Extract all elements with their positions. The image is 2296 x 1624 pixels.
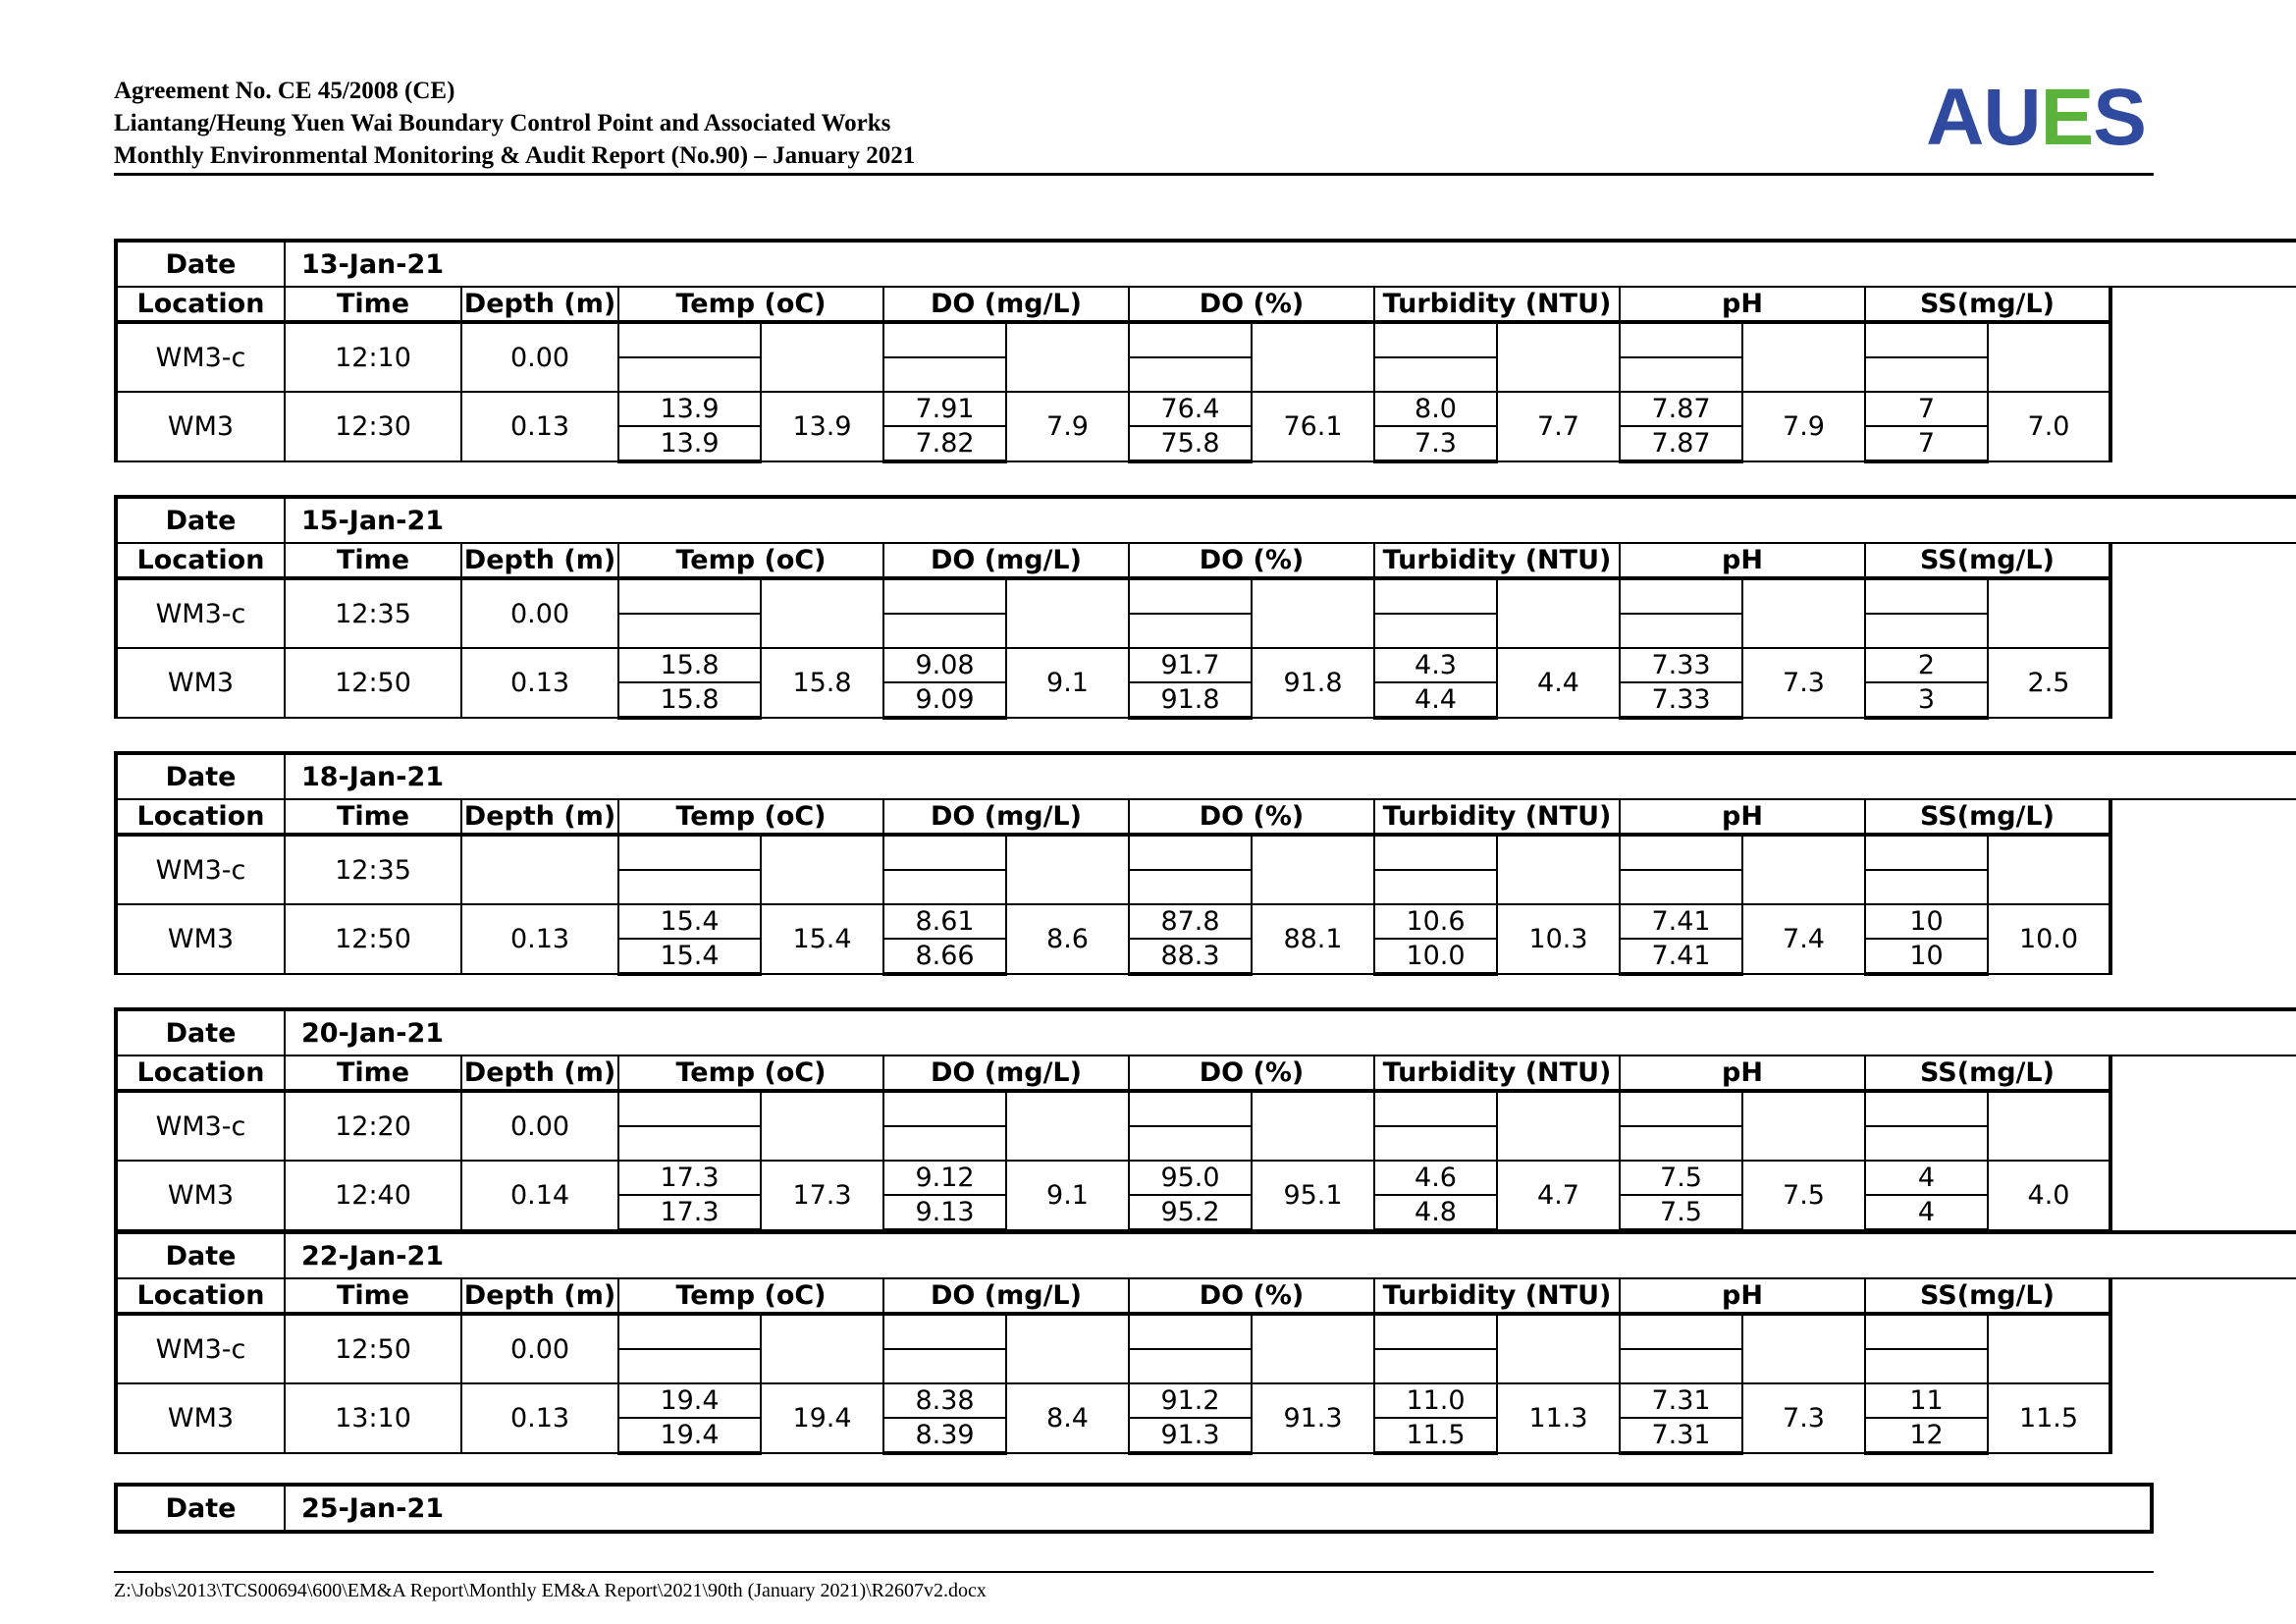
file-path-footer: Z:\Jobs\2013\TCS00694\600\EM&A Report\Monthly EM&A Report\2021\90th (January 2021)\R2607v2.docx (114, 1571, 2154, 1602)
ph-average: 7.9 (1742, 392, 1865, 461)
ph-header: pH (1620, 1278, 1865, 1314)
ph-replicate-2: 7.41 (1620, 939, 1742, 974)
time-cell: 12:50 (285, 648, 461, 718)
location-header: Location (116, 1278, 285, 1314)
ph-header: pH (1620, 799, 1865, 835)
replicate-cell (883, 1091, 1006, 1126)
average-cell (761, 835, 883, 904)
time-header: Time (285, 1056, 461, 1091)
replicate-cell (618, 835, 761, 870)
replicate-cell (1374, 1349, 1497, 1383)
replicate-cell (1374, 1314, 1497, 1349)
replicate-cell (1129, 614, 1252, 648)
turbidity-replicate-1: 10.6 (1374, 904, 1497, 939)
temp-header: Temp (oC) (618, 799, 883, 835)
do-mgl-average: 9.1 (1006, 1161, 1129, 1230)
turbidity-replicate-2: 7.3 (1374, 426, 1497, 461)
temp-replicate-2: 17.3 (618, 1195, 761, 1230)
do-mgl-header: DO (mg/L) (883, 799, 1129, 835)
average-cell (1497, 1314, 1620, 1383)
temp-header: Temp (oC) (618, 1278, 883, 1314)
agreement-number: Agreement No. CE 45/2008 (CE) (114, 78, 455, 104)
replicate-cell (1865, 322, 1988, 357)
ss-replicate-1: 11 (1865, 1383, 1988, 1418)
do-mgl-header: DO (mg/L) (883, 287, 1129, 322)
location-cell: WM3-c (116, 322, 285, 392)
do-mgl-replicate-1: 7.91 (883, 392, 1006, 426)
replicate-cell (883, 614, 1006, 648)
date-label: Date (116, 1485, 285, 1532)
do-pct-replicate-2: 91.8 (1129, 682, 1252, 718)
replicate-cell (883, 835, 1006, 870)
do-pct-replicate-2: 88.3 (1129, 939, 1252, 974)
monitoring-table (114, 239, 2296, 463)
turbidity-replicate-2: 4.8 (1374, 1195, 1497, 1230)
date-value: 20-Jan-21 (285, 1009, 2296, 1056)
do-mgl-header: DO (mg/L) (883, 1056, 1129, 1091)
location-cell: WM3-c (116, 578, 285, 648)
average-cell (761, 1091, 883, 1161)
turbidity-replicate-2: 11.5 (1374, 1418, 1497, 1453)
replicate-cell (618, 1126, 761, 1161)
replicate-cell (1620, 835, 1742, 870)
ph-replicate-1: 7.87 (1620, 392, 1742, 426)
replicate-cell (1865, 614, 1988, 648)
do-mgl-header: DO (mg/L) (883, 1278, 1129, 1314)
temp-header: Temp (oC) (618, 1056, 883, 1091)
average-cell (1006, 1091, 1129, 1161)
replicate-cell (1865, 1091, 1988, 1126)
ph-average: 7.3 (1742, 648, 1865, 718)
location-cell: WM3 (116, 1161, 285, 1230)
do-pct-header: DO (%) (1129, 287, 1374, 322)
average-cell (1988, 322, 2110, 392)
temp-replicate-2: 13.9 (618, 426, 761, 461)
turbidity-header: Turbidity (NTU) (1374, 1278, 1620, 1314)
replicate-cell (1129, 1126, 1252, 1161)
temp-replicate-1: 15.4 (618, 904, 761, 939)
ss-header: SS(mg/L) (1865, 1278, 2110, 1314)
ss-replicate-2: 4 (1865, 1195, 1988, 1230)
replicate-cell (1865, 835, 1988, 870)
replicate-cell (1374, 870, 1497, 904)
time-cell: 12:10 (285, 322, 461, 392)
ph-replicate-1: 7.31 (1620, 1383, 1742, 1418)
do-pct-header: DO (%) (1129, 543, 1374, 578)
replicate-cell (618, 322, 761, 357)
ph-average: 7.3 (1742, 1383, 1865, 1453)
average-cell (1742, 1314, 1865, 1383)
do-pct-average: 91.3 (1252, 1383, 1374, 1453)
average-cell (1252, 578, 1374, 648)
do-pct-replicate-2: 75.8 (1129, 426, 1252, 461)
temp-replicate-2: 15.4 (618, 939, 761, 974)
ph-average: 7.5 (1742, 1161, 1865, 1230)
replicate-cell (1374, 835, 1497, 870)
replicate-cell (883, 1314, 1006, 1349)
time-header: Time (285, 543, 461, 578)
replicate-cell (1374, 614, 1497, 648)
time-cell: 12:35 (285, 578, 461, 648)
do-mgl-replicate-2: 8.39 (883, 1418, 1006, 1453)
do-pct-average: 95.1 (1252, 1161, 1374, 1230)
do-pct-replicate-1: 91.2 (1129, 1383, 1252, 1418)
replicate-cell (883, 1126, 1006, 1161)
time-cell: 12:35 (285, 835, 461, 904)
ss-replicate-1: 2 (1865, 648, 1988, 682)
replicate-cell (1374, 1091, 1497, 1126)
ss-header: SS(mg/L) (1865, 287, 2110, 322)
ss-average: 4.0 (1988, 1161, 2110, 1230)
date-label: Date (116, 1232, 285, 1278)
replicate-cell (1129, 835, 1252, 870)
replicate-cell (883, 1349, 1006, 1383)
average-cell (1252, 835, 1374, 904)
do-pct-average: 76.1 (1252, 392, 1374, 461)
turbidity-header: Turbidity (NTU) (1374, 799, 1620, 835)
report-title: Monthly Environmental Monitoring & Audit Report (No.90) – January 2021 (114, 142, 916, 169)
turbidity-header: Turbidity (NTU) (1374, 287, 1620, 322)
ph-replicate-2: 7.5 (1620, 1195, 1742, 1230)
replicate-cell (1129, 578, 1252, 614)
turbidity-average: 11.3 (1497, 1383, 1620, 1453)
do-pct-header: DO (%) (1129, 1056, 1374, 1091)
replicate-cell (1865, 1314, 1988, 1349)
do-mgl-replicate-1: 8.61 (883, 904, 1006, 939)
time-header: Time (285, 287, 461, 322)
ss-replicate-2: 12 (1865, 1418, 1988, 1453)
depth-header: Depth (m) (461, 1056, 618, 1091)
ss-replicate-1: 4 (1865, 1161, 1988, 1195)
temp-average: 19.4 (761, 1383, 883, 1453)
replicate-cell (1620, 1091, 1742, 1126)
ss-replicate-2: 10 (1865, 939, 1988, 974)
average-cell (1742, 1091, 1865, 1161)
turbidity-replicate-2: 10.0 (1374, 939, 1497, 974)
average-cell (1742, 578, 1865, 648)
replicate-cell (618, 1314, 761, 1349)
location-header: Location (116, 543, 285, 578)
monitoring-table (114, 495, 2296, 720)
average-cell (1252, 322, 1374, 392)
average-cell (1988, 1314, 2110, 1383)
average-cell (761, 322, 883, 392)
replicate-cell (1620, 578, 1742, 614)
turbidity-average: 10.3 (1497, 904, 1620, 974)
location-cell: WM3 (116, 1383, 285, 1453)
average-cell (1006, 578, 1129, 648)
average-cell (1497, 578, 1620, 648)
ph-header: pH (1620, 287, 1865, 322)
location-cell: WM3-c (116, 1091, 285, 1161)
temp-header: Temp (oC) (618, 287, 883, 322)
ph-average: 7.4 (1742, 904, 1865, 974)
average-cell (1988, 835, 2110, 904)
do-mgl-replicate-1: 8.38 (883, 1383, 1006, 1418)
time-header: Time (285, 1278, 461, 1314)
depth-cell: 0.00 (461, 1091, 618, 1161)
replicate-cell (1620, 614, 1742, 648)
replicate-cell (618, 578, 761, 614)
do-mgl-average: 8.6 (1006, 904, 1129, 974)
replicate-cell (1620, 870, 1742, 904)
do-pct-average: 91.8 (1252, 648, 1374, 718)
turbidity-average: 4.7 (1497, 1161, 1620, 1230)
depth-header: Depth (m) (461, 287, 618, 322)
replicate-cell (1129, 1314, 1252, 1349)
ph-replicate-2: 7.33 (1620, 682, 1742, 718)
do-mgl-replicate-2: 9.09 (883, 682, 1006, 718)
do-mgl-average: 9.1 (1006, 648, 1129, 718)
replicate-cell (883, 870, 1006, 904)
do-mgl-header: DO (mg/L) (883, 543, 1129, 578)
turbidity-replicate-1: 4.3 (1374, 648, 1497, 682)
turbidity-replicate-1: 11.0 (1374, 1383, 1497, 1418)
ss-replicate-1: 7 (1865, 392, 1988, 426)
average-cell (1497, 322, 1620, 392)
average-cell (1988, 1091, 2110, 1161)
average-cell (1006, 322, 1129, 392)
do-mgl-replicate-2: 9.13 (883, 1195, 1006, 1230)
replicate-cell (1374, 1126, 1497, 1161)
monitoring-table-last (114, 1483, 2154, 1534)
replicate-cell (1129, 357, 1252, 392)
report-header (114, 75, 2154, 176)
do-pct-replicate-1: 91.7 (1129, 648, 1252, 682)
replicate-cell (1374, 578, 1497, 614)
depth-cell: 0.00 (461, 322, 618, 392)
replicate-cell (1865, 1126, 1988, 1161)
average-cell (1006, 1314, 1129, 1383)
monitoring-table (114, 1230, 2296, 1455)
ss-header: SS(mg/L) (1865, 1056, 2110, 1091)
replicate-cell (1865, 578, 1988, 614)
do-pct-replicate-1: 76.4 (1129, 392, 1252, 426)
average-cell (1742, 322, 1865, 392)
do-pct-header: DO (%) (1129, 1278, 1374, 1314)
replicate-cell (618, 1349, 761, 1383)
temp-replicate-1: 17.3 (618, 1161, 761, 1195)
ss-average: 7.0 (1988, 392, 2110, 461)
temp-average: 13.9 (761, 392, 883, 461)
ph-replicate-1: 7.33 (1620, 648, 1742, 682)
depth-header: Depth (m) (461, 543, 618, 578)
temp-average: 15.4 (761, 904, 883, 974)
date-label: Date (116, 753, 285, 799)
ss-replicate-2: 7 (1865, 426, 1988, 461)
do-pct-replicate-1: 87.8 (1129, 904, 1252, 939)
date-label: Date (116, 1009, 285, 1056)
replicate-cell (618, 614, 761, 648)
do-mgl-average: 8.4 (1006, 1383, 1129, 1453)
date-value: 22-Jan-21 (285, 1232, 2296, 1278)
temp-average: 17.3 (761, 1161, 883, 1230)
temp-average: 15.8 (761, 648, 883, 718)
location-cell: WM3-c (116, 1314, 285, 1383)
turbidity-header: Turbidity (NTU) (1374, 1056, 1620, 1091)
temp-replicate-2: 15.8 (618, 682, 761, 718)
depth-cell (461, 835, 618, 904)
turbidity-header: Turbidity (NTU) (1374, 543, 1620, 578)
replicate-cell (1374, 357, 1497, 392)
turbidity-replicate-2: 4.4 (1374, 682, 1497, 718)
ss-average: 11.5 (1988, 1383, 2110, 1453)
replicate-cell (1865, 357, 1988, 392)
location-header: Location (116, 799, 285, 835)
turbidity-replicate-1: 8.0 (1374, 392, 1497, 426)
do-pct-replicate-2: 95.2 (1129, 1195, 1252, 1230)
time-cell: 12:40 (285, 1161, 461, 1230)
replicate-cell (1865, 1349, 1988, 1383)
ss-average: 10.0 (1988, 904, 2110, 974)
ph-replicate-1: 7.41 (1620, 904, 1742, 939)
location-cell: WM3 (116, 392, 285, 461)
average-cell (1252, 1091, 1374, 1161)
replicate-cell (883, 357, 1006, 392)
temp-header: Temp (oC) (618, 543, 883, 578)
do-pct-replicate-2: 91.3 (1129, 1418, 1252, 1453)
location-cell: WM3 (116, 648, 285, 718)
do-mgl-replicate-2: 8.66 (883, 939, 1006, 974)
replicate-cell (618, 1091, 761, 1126)
location-cell: WM3-c (116, 835, 285, 904)
location-header: Location (116, 287, 285, 322)
depth-cell: 0.00 (461, 1314, 618, 1383)
time-cell: 13:10 (285, 1383, 461, 1453)
turbidity-average: 7.7 (1497, 392, 1620, 461)
monitoring-table (114, 751, 2296, 976)
ph-replicate-1: 7.5 (1620, 1161, 1742, 1195)
average-cell (1497, 1091, 1620, 1161)
turbidity-average: 4.4 (1497, 648, 1620, 718)
time-cell: 12:20 (285, 1091, 461, 1161)
ss-header: SS(mg/L) (1865, 543, 2110, 578)
replicate-cell (883, 322, 1006, 357)
average-cell (761, 1314, 883, 1383)
do-pct-average: 88.1 (1252, 904, 1374, 974)
replicate-cell (1865, 870, 1988, 904)
average-cell (1006, 835, 1129, 904)
ph-header: pH (1620, 543, 1865, 578)
ss-header: SS(mg/L) (1865, 799, 2110, 835)
aues-logo: AUES (1926, 73, 2146, 162)
ss-average: 2.5 (1988, 648, 2110, 718)
ph-replicate-2: 7.87 (1620, 426, 1742, 461)
average-cell (1252, 1314, 1374, 1383)
time-cell: 12:50 (285, 904, 461, 974)
ss-replicate-1: 10 (1865, 904, 1988, 939)
ph-replicate-2: 7.31 (1620, 1418, 1742, 1453)
depth-header: Depth (m) (461, 799, 618, 835)
depth-cell: 0.13 (461, 392, 618, 461)
depth-cell: 0.13 (461, 648, 618, 718)
replicate-cell (883, 578, 1006, 614)
date-value: 18-Jan-21 (285, 753, 2296, 799)
depth-cell: 0.00 (461, 578, 618, 648)
do-mgl-replicate-1: 9.08 (883, 648, 1006, 682)
do-pct-header: DO (%) (1129, 799, 1374, 835)
replicate-cell (1620, 322, 1742, 357)
temp-replicate-2: 19.4 (618, 1418, 761, 1453)
time-cell: 12:50 (285, 1314, 461, 1383)
location-header: Location (116, 1056, 285, 1091)
time-cell: 12:30 (285, 392, 461, 461)
replicate-cell (1129, 322, 1252, 357)
average-cell (1497, 835, 1620, 904)
location-cell: WM3 (116, 904, 285, 974)
ss-replicate-2: 3 (1865, 682, 1988, 718)
ph-header: pH (1620, 1056, 1865, 1091)
do-pct-replicate-1: 95.0 (1129, 1161, 1252, 1195)
monitoring-table (114, 1007, 2296, 1232)
temp-replicate-1: 19.4 (618, 1383, 761, 1418)
replicate-cell (1620, 1126, 1742, 1161)
temp-replicate-1: 15.8 (618, 648, 761, 682)
date-value: 25-Jan-21 (285, 1485, 2152, 1532)
temp-replicate-1: 13.9 (618, 392, 761, 426)
do-mgl-replicate-1: 9.12 (883, 1161, 1006, 1195)
replicate-cell (618, 357, 761, 392)
average-cell (761, 578, 883, 648)
replicate-cell (1129, 1349, 1252, 1383)
do-mgl-average: 7.9 (1006, 392, 1129, 461)
average-cell (1988, 578, 2110, 648)
replicate-cell (1620, 1314, 1742, 1349)
depth-header: Depth (m) (461, 1278, 618, 1314)
replicate-cell (1620, 1349, 1742, 1383)
time-header: Time (285, 799, 461, 835)
replicate-cell (618, 870, 761, 904)
do-mgl-replicate-2: 7.82 (883, 426, 1006, 461)
date-label: Date (116, 497, 285, 543)
depth-cell: 0.13 (461, 904, 618, 974)
project-title: Liantang/Heung Yuen Wai Boundary Control Point and Associated Works (114, 110, 891, 136)
average-cell (1742, 835, 1865, 904)
replicate-cell (1129, 1091, 1252, 1126)
turbidity-replicate-1: 4.6 (1374, 1161, 1497, 1195)
date-label: Date (116, 241, 285, 287)
replicate-cell (1129, 870, 1252, 904)
replicate-cell (1374, 322, 1497, 357)
depth-cell: 0.14 (461, 1161, 618, 1230)
date-value: 13-Jan-21 (285, 241, 2296, 287)
depth-cell: 0.13 (461, 1383, 618, 1453)
replicate-cell (1620, 357, 1742, 392)
date-value: 15-Jan-21 (285, 497, 2296, 543)
